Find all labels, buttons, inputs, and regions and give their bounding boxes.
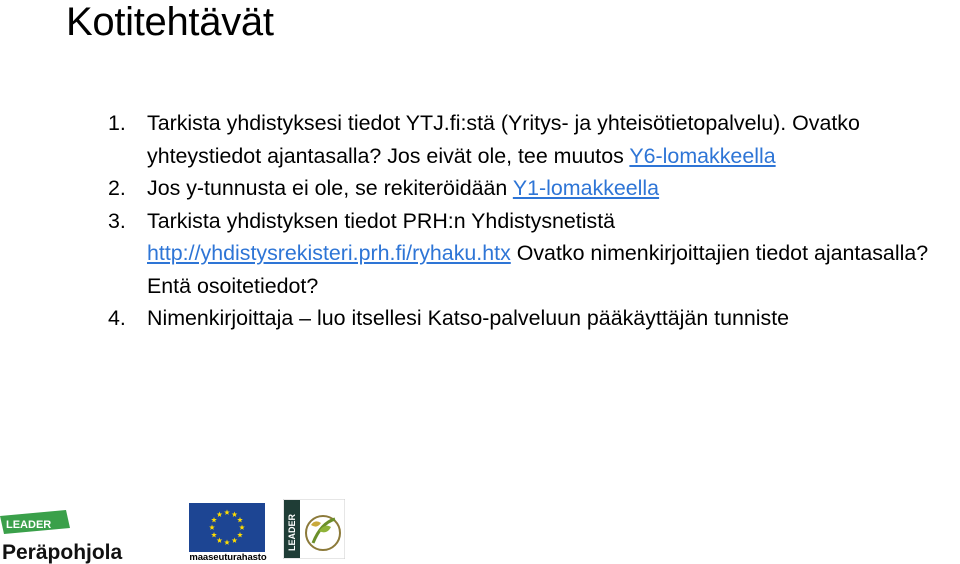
item-text-continued: Ovatko nimenkirjoittajien tiedot ajantasalla? Entä osoitetiedot? (147, 241, 929, 298)
footer-logos (0, 496, 960, 563)
list-item (0, 107, 960, 172)
prh-registry-link[interactable]: http://yhdistysrekisteri.prh.fi/ryhaku.htx (147, 241, 511, 265)
item-text: Tarkista yhdistyksen tiedot PRH:n Yhdistysnetistä (147, 208, 616, 233)
item-text: Nimenkirjoittaja – luo itsellesi Katso-palveluun pääkäyttäjän tunniste (147, 306, 790, 330)
list-item (0, 172, 960, 205)
leader-vertical-text: LEADER (287, 513, 297, 551)
leader-eu-logo (283, 499, 345, 559)
item-text: Jos y-tunnusta ei ole, se rekiteröidään (147, 176, 513, 200)
list-number: 2. (108, 176, 126, 200)
page-title: Kotitehtävät (66, 0, 274, 44)
list-number: 4. (108, 306, 126, 330)
list-number: 1. (108, 111, 126, 135)
leader-small-text: LEADER (6, 519, 52, 531)
task-list (0, 107, 960, 335)
leader-perapohjola-logo (0, 504, 160, 564)
eu-fund-caption: maaseuturahasto (189, 552, 267, 563)
eu-flag-icon (189, 503, 265, 552)
list-number: 3. (108, 208, 126, 233)
list-item (0, 302, 960, 335)
item-text: Tarkista yhdistyksesi tiedot YTJ.fi:stä (Yritys- ja yhteisötietopalvelu). Ovatko yhteystiedot ajantasalla? Jos eivät ole, tee muutos (147, 111, 860, 168)
y1-form-link[interactable]: Y1-lomakkeella (512, 176, 660, 200)
perapohjola-text: Peräpohjola (2, 541, 123, 564)
y6-form-link[interactable]: Y6-lomakkeella (629, 143, 776, 168)
list-item (0, 205, 960, 303)
